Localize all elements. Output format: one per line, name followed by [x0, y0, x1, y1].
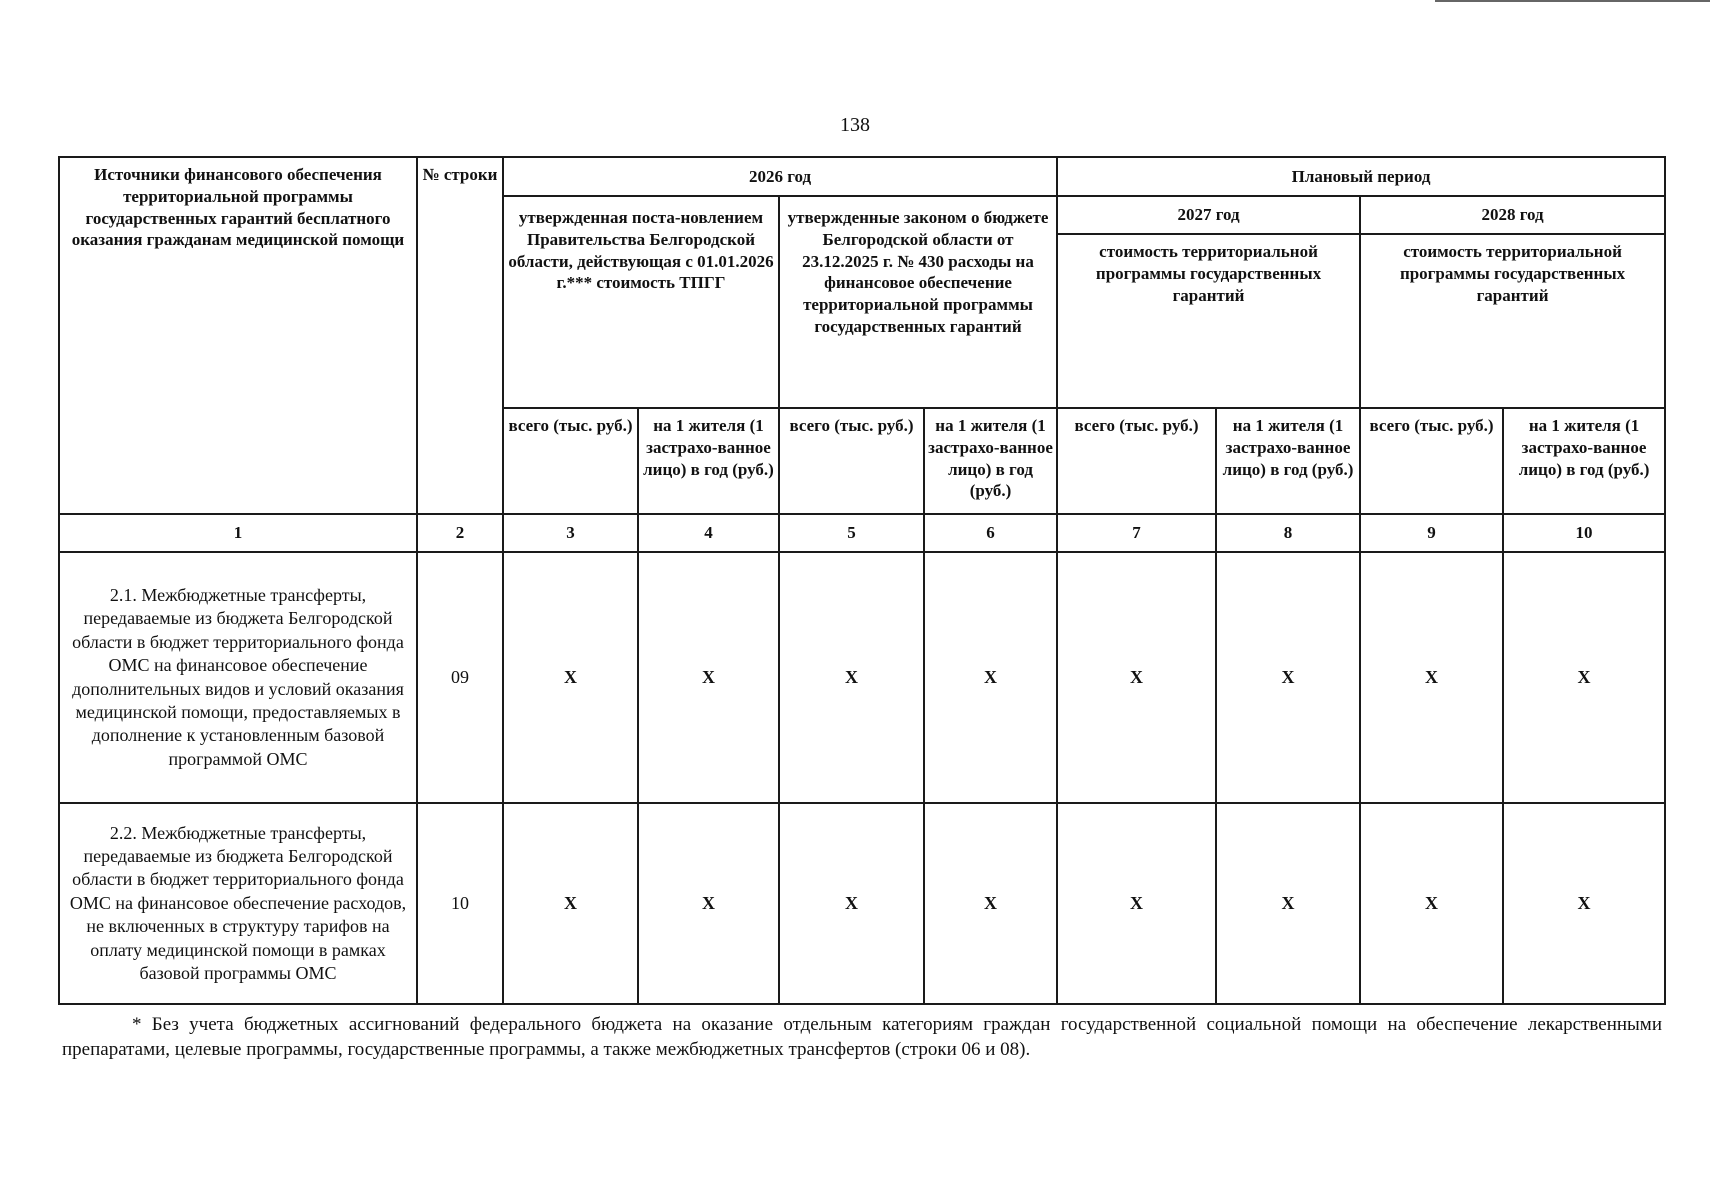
header-sources: Источники финансового обеспечения территориальной программы государственных гарантий бесплатного оказания гражданам медицинской помощи: [59, 157, 417, 514]
header-total: всего (тыс. руб.): [1360, 408, 1503, 514]
column-number: 10: [1503, 514, 1665, 552]
header-per-capita: на 1 жителя (1 застрахо-ванное лицо) в год (руб.): [1503, 408, 1665, 514]
header-2027-cost: стоимость территориальной программы государственных гарантий: [1057, 234, 1360, 408]
column-number: 8: [1216, 514, 1360, 552]
row-value: X: [638, 552, 779, 803]
row-value: X: [779, 803, 924, 1004]
row-value: X: [503, 552, 638, 803]
header-per-capita: на 1 жителя (1 застрахо-ванное лицо) в год (руб.): [1216, 408, 1360, 514]
header-total: всего (тыс. руб.): [779, 408, 924, 514]
header-row-number: № строки: [417, 157, 503, 514]
header-total: всего (тыс. руб.): [503, 408, 638, 514]
row-value: X: [924, 552, 1057, 803]
column-number: 1: [59, 514, 417, 552]
row-value: X: [1360, 803, 1503, 1004]
header-per-capita: на 1 жителя (1 застрахо-ванное лицо) в год (руб.): [638, 408, 779, 514]
column-number: 4: [638, 514, 779, 552]
column-number: 9: [1360, 514, 1503, 552]
top-rule-right: [1435, 0, 1710, 2]
row-value: X: [1503, 803, 1665, 1004]
row-value: X: [1360, 552, 1503, 803]
column-number: 7: [1057, 514, 1216, 552]
page-number: 138: [840, 114, 870, 136]
header-year-2026: 2026 год: [503, 157, 1057, 196]
header-year-2028: 2028 год: [1360, 196, 1665, 234]
column-number-row: [59, 514, 1665, 552]
financing-sources-table: [58, 156, 1666, 1005]
column-number: 5: [779, 514, 924, 552]
row-value: X: [1503, 552, 1665, 803]
header-total: всего (тыс. руб.): [1057, 408, 1216, 514]
table-row: [59, 803, 1665, 1004]
row-value: X: [1216, 803, 1360, 1004]
row-value: X: [1057, 552, 1216, 803]
header-plan-period: Плановый период: [1057, 157, 1665, 196]
row-source-name: 2.2. Межбюджетные трансферты, передаваемые из бюджета Белгородской области в бюджет территориального фонда ОМС на финансовое обеспечение расходов, не включенных в структуру тарифов на оплату медицинской помощи в рамках базовой программы ОМС: [59, 803, 417, 1004]
table-row: [59, 552, 1665, 803]
header-2026-budget-law: утвержденные законом о бюджете Белгородской области от 23.12.2025 г. № 430 расходы на финансовое обеспечение территориальной программы государственных гарантий: [779, 196, 1057, 408]
header-year-2027: 2027 год: [1057, 196, 1360, 234]
row-value: X: [503, 803, 638, 1004]
row-value: X: [1057, 803, 1216, 1004]
column-number: 3: [503, 514, 638, 552]
column-number: 6: [924, 514, 1057, 552]
row-line-number: 09: [417, 552, 503, 803]
header-row-years: [59, 157, 1665, 196]
row-line-number: 10: [417, 803, 503, 1004]
column-number: 2: [417, 514, 503, 552]
header-2026-approved-resolution: утвержденная поста-новлением Правительства Белгородской области, действующая с 01.01.2026 г.*** стоимость ТПГГ: [503, 196, 779, 408]
row-source-name: 2.1. Межбюджетные трансферты, передаваемые из бюджета Белгородской области в бюджет территориального фонда ОМС на финансовое обеспечение дополнительных видов и условий оказания медицинской помощи, предоставляемых в дополнение к установленным базовой программой ОМС: [59, 552, 417, 803]
row-value: X: [1216, 552, 1360, 803]
header-2028-cost: стоимость территориальной программы государственных гарантий: [1360, 234, 1665, 408]
row-value: X: [779, 552, 924, 803]
row-value: X: [638, 803, 779, 1004]
footnote: * Без учета бюджетных ассигнований федерального бюджета на оказание отдельным категориям граждан государственной социальной помощи на обеспечение лекарственными препаратами, целевые программы, государственные программы, а также межбюджетных трансфертов (строки 06 и 08).: [62, 1014, 1662, 1061]
header-per-capita: на 1 жителя (1 застрахо-ванное лицо) в год (руб.): [924, 408, 1057, 514]
row-value: X: [924, 803, 1057, 1004]
